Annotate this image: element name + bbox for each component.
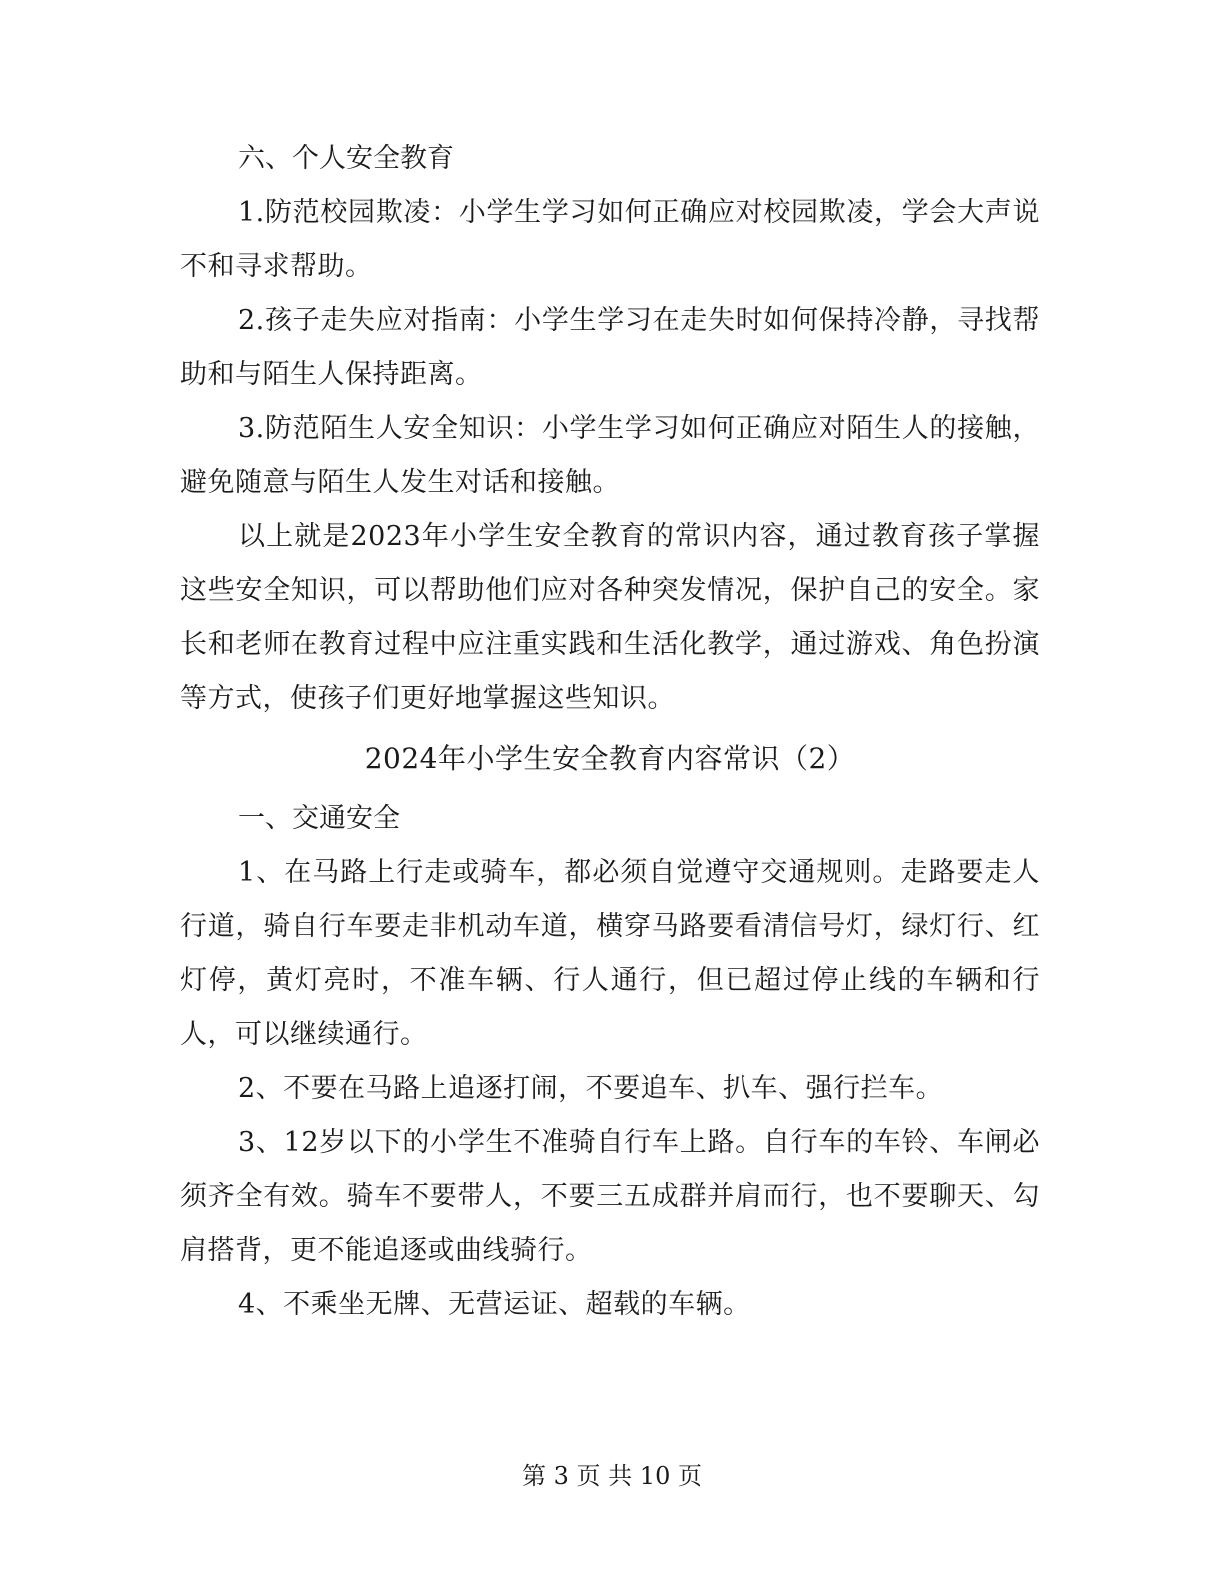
page-number-label: 第 3 页 共 10 页 (522, 1462, 702, 1490)
section-one-item-3: 3、12岁以下的小学生不准骑自行车上路。自行车的车铃、车闸必须齐全有效。骑车不要带人，不要三五成群并肩而行，也不要聊天、勾肩搭背，更不能追逐或曲线骑行。 (180, 1127, 1040, 1266)
section-six-heading: 六、个人安全教育 (238, 143, 454, 174)
section-one-item-1: 1、在马路上行走或骑车，都必须自觉遵守交通规则。走路要走人行道，骑自行车要走非机动车道，横穿马路要看清信号灯，绿灯行、红灯停，黄灯亮时，不准车辆、行人通行，但已超过停止线的车辆和行人，可以继续通行。 (180, 857, 1040, 1050)
section-one-item-2: 2、不要在马路上追逐打闹，不要追车、扒车、强行拦车。 (238, 1073, 944, 1104)
section-one-heading: 一、交通安全 (238, 803, 400, 834)
section-six-summary: 以上就是2023年小学生安全教育的常识内容，通过教育孩子掌握这些安全知识，可以帮助他们应对各种突发情况，保护自己的安全。家长和老师在教育过程中应注重实践和生活化教学，通过游戏、角色扮演等方式，使孩子们更好地掌握这些知识。 (180, 521, 1040, 714)
section-one-item-4: 4、不乘坐无牌、无营运证、超载的车辆。 (238, 1289, 751, 1320)
section-six-item-3: 3.防范陌生人安全知识：小学生学习如何正确应对陌生人的接触，避免随意与陌生人发生对话和接触。 (180, 413, 1040, 498)
page-footer (0, 1458, 1224, 1494)
section-six-item-2: 2.孩子走失应对指南：小学生学习在走失时如何保持冷静，寻找帮助和与陌生人保持距离。 (180, 305, 1040, 390)
document-body (180, 132, 1040, 1332)
document-title: 2024年小学生安全教育内容常识（2） (364, 742, 856, 775)
section-six-item-1: 1.防范校园欺凌：小学生学习如何正确应对校园欺凌，学会大声说不和寻求帮助。 (180, 197, 1040, 282)
